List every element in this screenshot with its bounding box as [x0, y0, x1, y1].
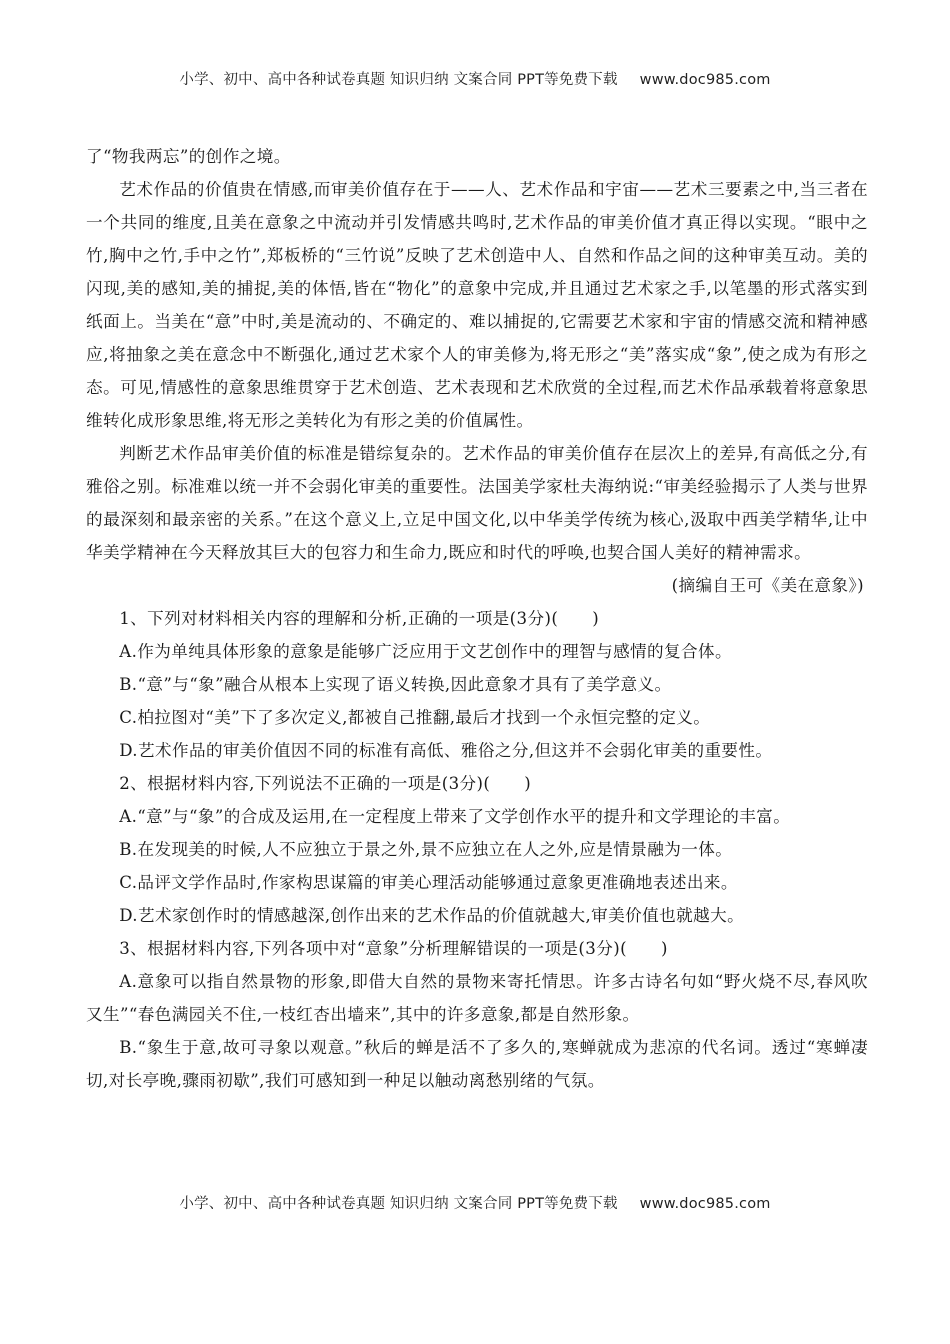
question-stem: 3、根据材料内容,下列各项中对“意象”分析理解错误的一项是(3分)( ) — [119, 939, 668, 958]
footer-text: 小学、初中、高中各种试卷真题 知识归纳 文案合同 PPT等免费下载 — [179, 1196, 618, 1212]
footer-site-link[interactable]: www.doc985.com — [639, 1196, 771, 1212]
passage-paragraph: 艺术作品的价值贵在情感,而审美价值存在于——人、艺术作品和宇宙——艺术三要素之中,当三者在一个共同的维度,且美在意象之中流动并引发情感共鸣时,艺术作品的审美价值才真正得以实现。“眼中之竹,胸中之竹,手中之竹”,郑板桥的“三竹说”反映了艺术创造中人、自然和作品之间的这种审美互动。美的闪现,美的感知,美的捕捉,美的体悟,皆在“物化”的意象中完成,并且通过艺术家之手,以笔墨的形式落实到纸面上。当美在“意”中时,美是流动的、不确定的、难以捕捉的,它需要艺术家和宇宙的情感交流和精神感应,将抽象之美在意念中不断强化,通过艺术家个人的审美修为,将无形之“美”落实成“象”,使之成为有形之态。可见,情感性的意象思维贯穿于艺术创造、艺术表现和艺术欣赏的全过程,而艺术作品承载着将意象思维转化成形象思维,将无形之美转化为有形之美的价值属性。 — [86, 180, 868, 430]
question-option: D.艺术作品的审美价值因不同的标准有高低、雅俗之分,但这并不会弱化审美的重要性。 — [119, 741, 773, 760]
document-body — [86, 140, 868, 1097]
question-stem: 2、根据材料内容,下列说法不正确的一项是(3分)( ) — [119, 774, 532, 793]
question-option: A.“意”与“象”的合成及运用,在一定程度上带来了文学创作水平的提升和文学理论的丰富。 — [119, 807, 791, 826]
passage-source: (摘编自王可《美在意象》) — [671, 576, 864, 595]
question-option: C.柏拉图对“美”下了多次定义,都被自己推翻,最后才找到一个永恒完整的定义。 — [119, 708, 711, 727]
question-option: B.“意”与“象”融合从根本上实现了语义转换,因此意象才具有了美学意义。 — [119, 675, 672, 694]
question-option: A.意象可以指自然景物的形象,即借大自然的景物来寄托情思。许多古诗名句如“野火烧不尽,春风吹又生”“春色满园关不住,一枝红杏出墙来”,其中的许多意象,都是自然形象。 — [86, 972, 868, 1024]
header-text: 小学、初中、高中各种试卷真题 知识归纳 文案合同 PPT等免费下载 — [179, 72, 618, 88]
question-stem: 1、下列对材料相关内容的理解和分析,正确的一项是(3分)( ) — [119, 609, 600, 628]
question-option: C.品评文学作品时,作家构思谋篇的审美心理活动能够通过意象更准确地表述出来。 — [119, 873, 738, 892]
question-option: B.在发现美的时候,人不应独立于景之外,景不应独立在人之外,应是情景融为一体。 — [119, 840, 733, 859]
page-header — [0, 68, 950, 89]
question-option: D.艺术家创作时的情感越深,创作出来的艺术作品的价值就越大,审美价值也就越大。 — [119, 906, 745, 925]
passage-continuation: 了“物我两忘”的创作之境。 — [86, 147, 291, 166]
page-footer — [0, 1192, 950, 1213]
question-option: B.“象生于意,故可寻象以观意。”秋后的蝉是活不了多久的,寒蝉就成为悲凉的代名词。透过“寒蝉凄切,对长亭晚,骤雨初歇”,我们可感知到一种足以触动离愁别绪的气氛。 — [86, 1038, 868, 1090]
question-option: A.作为单纯具体形象的意象是能够广泛应用于文艺创作中的理智与感情的复合体。 — [119, 642, 733, 661]
header-site-link[interactable]: www.doc985.com — [639, 72, 771, 88]
passage-paragraph: 判断艺术作品审美价值的标准是错综复杂的。艺术作品的审美价值存在层次上的差异,有高低之分,有雅俗之别。标准难以统一并不会弱化审美的重要性。法国美学家杜夫海纳说:“审美经验揭示了人类与世界的最深刻和最亲密的关系。”在这个意义上,立足中国文化,以中华美学传统为核心,汲取中西美学精华,让中华美学精神在今天释放其巨大的包容力和生命力,既应和时代的呼唤,也契合国人美好的精神需求。 — [86, 444, 868, 562]
